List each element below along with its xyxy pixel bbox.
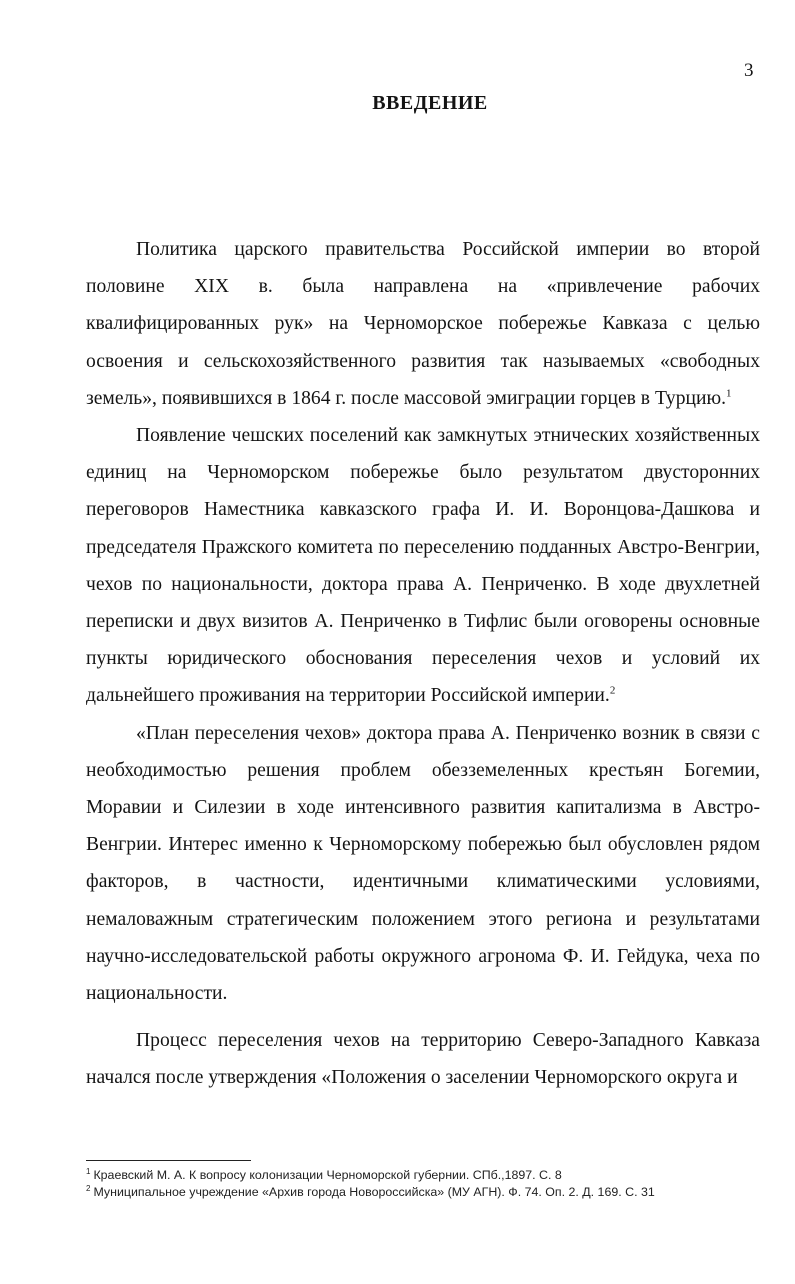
paragraph: [86, 417, 760, 715]
paragraph-text: Появление чешских поселений как замкнутых этнических хозяйственных единиц на Черноморском побережье было результатом двусторонних переговоров Наместника кавказского графа И. И. Воронцова-Дашкова и председателя Пражского комитета по переселению подданных Австро-Венгрии, чехов по национальности, доктора права А. Пенриченко. В ходе двухлетней переписки и двух визитов А. Пенриченко в Тифлис были оговорены основные пункты юридического обоснования переселения чехов и условий их дальнейшего проживания на территории Российской империи.: [86, 425, 760, 707]
paragraph-text: Политика царского правительства Российской империи во второй половине XIX в. была направлена на «привлечение рабочих квалифицированных рук» на Черноморское побережье Кавказа с целью освоения и сельскохозяйственного развития так называемых «свободных земель», появившихся в 1864 г. после массовой эмиграции горцев в Турцию.: [86, 239, 760, 409]
footnote: [86, 1184, 786, 1201]
paragraph: [86, 1022, 760, 1096]
footnote-ref: 2: [609, 684, 616, 697]
footnotes: [86, 1167, 786, 1201]
footnote-mark: 2: [86, 1183, 91, 1193]
paragraph: [86, 715, 760, 1013]
paragraph-text: Процесс переселения чехов на территорию Северо-Западного Кавказа начался после утверждения «Положения о заселении Черноморского округа и: [86, 1030, 760, 1089]
paragraph: [86, 231, 760, 417]
main-text: [86, 231, 760, 1097]
page-title: ВВЕДЕНИЕ: [372, 92, 488, 114]
footnote-ref: 1: [726, 387, 732, 400]
footnote-mark: 1: [86, 1166, 91, 1176]
footnote-text: Краевский М. А. К вопросу колонизации Черноморской губернии. СПб.,1897. С. 8: [93, 1168, 562, 1182]
footnote-divider: [86, 1160, 251, 1161]
paragraph-text: «План переселения чехов» доктора права А. Пенриченко возник в связи с необходимостью решения проблем обезземеленных крестьян Богемии, Моравии и Силезии в ходе интенсивного развития капитализма в Австро-Венгрии. Интерес именно к Черноморскому побережью был обусловлен рядом факторов, в частности, идентичными климатическими условиями, немаловажным стратегическим положением этого региона и результатами научно-исследовательской работы окружного агронома Ф. И. Гейдука, чеха по национальности.: [86, 722, 760, 1005]
footnote-text: Муниципальное учреждение «Архив города Новороссийска» (МУ АГН). Ф. 74. Оп. 2. Д. 169. С. 31: [93, 1185, 655, 1199]
footnote: [86, 1167, 786, 1184]
page-number: 3: [744, 60, 754, 81]
